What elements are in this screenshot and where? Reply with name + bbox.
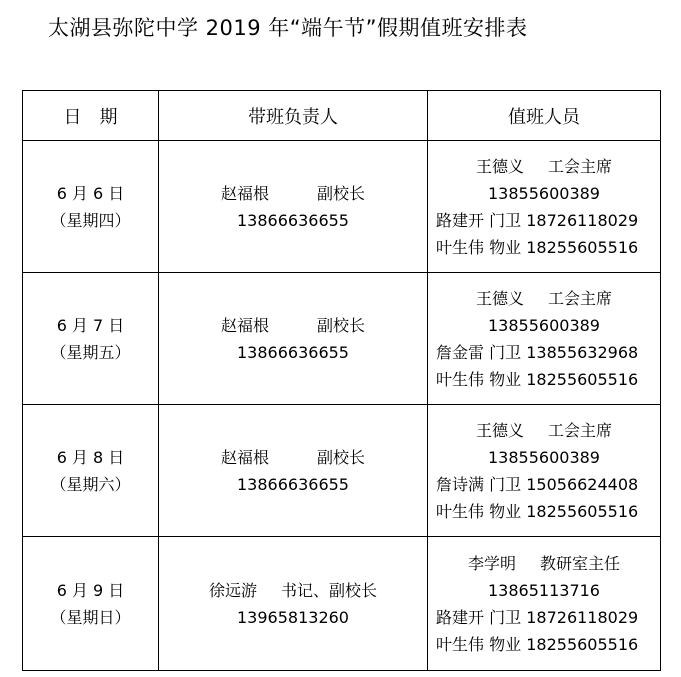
- staff-role: 教研室主任: [540, 553, 621, 573]
- table-row: [23, 405, 661, 537]
- leader-title: 副校长: [317, 183, 366, 203]
- staff-phone: 18255605516: [526, 501, 639, 521]
- staff-phone: 18255605516: [526, 634, 639, 654]
- staff-role: 门卫: [489, 607, 522, 627]
- leader-phone: 13866636655: [237, 474, 349, 494]
- staff-name: 叶生伟: [436, 634, 485, 654]
- staff-role: 工会主席: [548, 156, 613, 176]
- leader-cell: [159, 273, 428, 405]
- staff-role: 物业: [489, 501, 522, 521]
- staff-phone: 18255605516: [526, 237, 639, 257]
- staff-phone: 13855600389: [488, 183, 600, 203]
- table-header-row: [23, 91, 661, 141]
- staff-role: 工会主席: [548, 288, 613, 308]
- staff-name: 李学明: [467, 553, 516, 573]
- leader-cell: [159, 405, 428, 537]
- table-row: [23, 273, 661, 405]
- staff-phone: 13855600389: [488, 315, 600, 335]
- staff-phone: 13855600389: [488, 447, 600, 467]
- staff-role: 物业: [489, 369, 522, 389]
- staff-name: 叶生伟: [436, 237, 485, 257]
- staff-role: 门卫: [489, 210, 522, 230]
- staff-phone: 15056624408: [526, 474, 639, 494]
- staff-role: 门卫: [489, 342, 522, 362]
- staff-role: 物业: [489, 237, 522, 257]
- leader-title: 副校长: [317, 447, 366, 467]
- table-row: [23, 141, 661, 273]
- staff-name: 詹金雷: [436, 342, 485, 362]
- weekday: （星期五）: [50, 342, 131, 362]
- staff-role: 门卫: [489, 474, 522, 494]
- leader-phone: 13965813260: [237, 607, 349, 627]
- date-cell: [23, 273, 159, 405]
- staff-name: 叶生伟: [436, 369, 485, 389]
- leader-cell: [159, 537, 428, 671]
- staff-name: 路建开: [436, 210, 485, 230]
- header-date: 日 期: [23, 91, 159, 141]
- leader-title: 书记、副校长: [281, 580, 378, 600]
- date: 6 月 9 日: [56, 580, 125, 600]
- leader-title: 副校长: [317, 315, 366, 335]
- leader-name: 赵福根: [220, 315, 269, 335]
- header-leader: 带班负责人: [159, 91, 428, 141]
- staff-cell: [428, 537, 661, 671]
- staff-name: 王德义: [475, 420, 524, 440]
- date-cell: [23, 405, 159, 537]
- staff-cell: [428, 273, 661, 405]
- weekday: （星期四）: [50, 210, 131, 230]
- document-title: 太湖县弥陀中学 2019 年“端午节”假期值班安排表: [48, 16, 528, 40]
- staff-phone: 18255605516: [526, 369, 639, 389]
- staff-cell: [428, 141, 661, 273]
- staff-phone: 18726118029: [526, 607, 639, 627]
- staff-name: 叶生伟: [436, 501, 485, 521]
- leader-phone: 13866636655: [237, 210, 349, 230]
- date: 6 月 6 日: [56, 183, 125, 203]
- leader-cell: [159, 141, 428, 273]
- staff-cell: [428, 405, 661, 537]
- date: 6 月 8 日: [56, 447, 125, 467]
- duty-schedule-table: [22, 90, 661, 671]
- header-staff: 值班人员: [428, 91, 661, 141]
- leader-name: 赵福根: [220, 447, 269, 467]
- staff-name: 詹诗满: [436, 474, 485, 494]
- weekday: （星期日）: [50, 607, 131, 627]
- staff-phone: 13865113716: [488, 580, 600, 600]
- staff-phone: 18726118029: [526, 210, 639, 230]
- staff-role: 物业: [489, 634, 522, 654]
- date-cell: [23, 537, 159, 671]
- leader-name: 赵福根: [220, 183, 269, 203]
- date: 6 月 7 日: [56, 315, 125, 335]
- staff-name: 王德义: [475, 156, 524, 176]
- staff-role: 工会主席: [548, 420, 613, 440]
- staff-name: 路建开: [436, 607, 485, 627]
- leader-name: 徐远游: [208, 580, 257, 600]
- weekday: （星期六）: [50, 474, 131, 494]
- table-row: [23, 537, 661, 671]
- staff-name: 王德义: [475, 288, 524, 308]
- date-cell: [23, 141, 159, 273]
- staff-phone: 13855632968: [526, 342, 639, 362]
- leader-phone: 13866636655: [237, 342, 349, 362]
